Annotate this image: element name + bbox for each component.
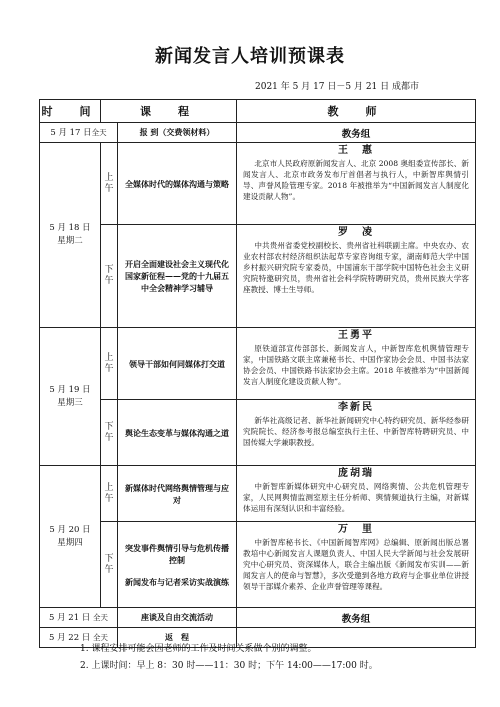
header-teacher: 教 师 bbox=[237, 100, 476, 123]
table-row bbox=[40, 522, 476, 608]
teacher-name: 庞胡瑞 bbox=[338, 468, 374, 479]
session-pm: 下午 bbox=[101, 400, 118, 466]
header-row bbox=[40, 100, 476, 123]
course-cell: 新媒体时代网络舆情管理与应对 bbox=[118, 466, 237, 522]
teacher-name: 王勇平 bbox=[338, 330, 374, 341]
teacher-name: 王 惠 bbox=[338, 145, 374, 156]
table-row bbox=[40, 123, 476, 143]
teacher-bio: 北京市人民政府原新闻发言人、北京 2008 奥组委宣传部长、新闻发言人、北京市政务发布厅首倡者与执行人，中新智库舆情引导、声誉风险管理专家。2018 年被推举为“中国新闻发言人制度化建设贡献人物”。 bbox=[243, 159, 469, 201]
teacher-bio: 新华社高级记者、新华社新闻研究中心特约研究员、新华经参研究院院长、经济参考报总编室执行主任、中新智库特聘研究员、中国传媒大学兼职教授。 bbox=[243, 416, 469, 447]
table-row bbox=[40, 608, 476, 628]
date-cell: 5 月 18 日 星期二 bbox=[40, 143, 101, 328]
header-course: 课 程 bbox=[101, 100, 237, 123]
date-cell: 5 月 17 日全天 bbox=[40, 123, 118, 143]
header-time: 时 间 bbox=[40, 100, 101, 123]
course-cell: 领导干部如何同媒体打交道 bbox=[118, 328, 237, 400]
session-am: 上午 bbox=[101, 328, 118, 400]
table-row bbox=[40, 225, 476, 328]
note-item: 2. 上课时间：早上 8：30 时——11：30 时；下午 14:00——17:00 时。 bbox=[80, 661, 378, 671]
teacher-bio: 原铁道部宣传部部长、新闻发言人，中新智库危机舆情管理专家，中国铁路文联主席兼秘书长、中国作家协会会员、中国书法家协会会员、中国铁路书法家协会主席。2018 年被推举为“中国新闻发言人制度化建设贡献人物”。 bbox=[243, 344, 469, 386]
teacher-cell bbox=[237, 400, 476, 466]
date-cell: 5 月 19 日 星期三 bbox=[40, 328, 101, 466]
teacher-name: 万 里 bbox=[338, 524, 374, 535]
teacher-bio: 中新智库秘书长、《中国新闻智库网》总编辑、原新闻出版总署教培中心新闻发言人课题负责人、中国人民大学新闻与社会发展研究中心研究员、资深媒体人，联合主编出版《新闻发布实训——新闻发言人的使命与智慧》，多次受邀到各地方政府与企事业单位讲授领导干部媒介素养、企业声誉管理等课程。 bbox=[243, 538, 469, 591]
course-cell: 返 程 bbox=[118, 628, 237, 648]
course-cell: 座谈及自由交流活动 bbox=[118, 608, 237, 628]
course-cell: 突发事件舆情引导与危机传播控制 新闻发布与记者采访实战演练 bbox=[118, 522, 237, 608]
table-row bbox=[40, 400, 476, 466]
date-cell: 5 月 21 日 全天 bbox=[40, 608, 118, 628]
teacher-cell bbox=[237, 466, 476, 522]
teacher-cell bbox=[237, 143, 476, 225]
session-pm: 下午 bbox=[101, 225, 118, 328]
date-cell: 5 月 20 日 星期四 bbox=[40, 466, 101, 608]
note-item: 1. 课程安排可能会因老师的工作及时间关系做个别的调整。 bbox=[80, 644, 317, 654]
date-cell: 5 月 22 日 全天 bbox=[40, 628, 118, 648]
table-row bbox=[40, 466, 476, 522]
teacher-bio: 中新智库新媒体研究中心研究员、网络舆情、公共危机管理专家，人民网舆情监测室原主任分析师、舆情频道执行主编，对新媒体运用有深刻认识和丰富经验。 bbox=[243, 482, 469, 513]
table-row bbox=[40, 143, 476, 225]
session-am: 上午 bbox=[101, 466, 118, 522]
schedule-table bbox=[39, 99, 476, 648]
course-cell: 报 到（交费领材料） bbox=[118, 123, 237, 143]
teacher-name: 罗 凌 bbox=[338, 227, 374, 238]
course-cell: 全媒体时代的媒体沟通与策略 bbox=[118, 143, 237, 225]
session-am: 上午 bbox=[101, 143, 118, 225]
teacher-bio: 中共贵州省委党校副校长、贵州省社科联副主席。中央农办、农业农村部农村经济组织法起草专家咨询组专家，湖南师范大学中国乡村振兴研究院专家委员，中国浦东干部学院中国特色社会主义研究院特邀研究员，贵州省社会科学院特聘研究员，贵州民族大学客座教授、博士生导师。 bbox=[243, 241, 469, 294]
table-row bbox=[40, 328, 476, 400]
course-cell: 舆论生态变革与媒体沟通之道 bbox=[118, 400, 237, 466]
notes bbox=[80, 641, 378, 675]
date-location: 2021 年 5 月 17 日－5 月 21 日 成都市 bbox=[255, 82, 420, 92]
course-cell: 开启全面建设社会主义现代化国家新征程——党的十九届五中全会精神学习辅导 bbox=[118, 225, 237, 328]
page-title: 新闻发言人培训预课表 bbox=[155, 46, 345, 67]
teacher-cell bbox=[237, 522, 476, 608]
teacher-cell: 教务组 bbox=[237, 608, 476, 628]
teacher-name: 李新民 bbox=[338, 402, 374, 413]
teacher-cell bbox=[237, 225, 476, 328]
session-pm: 下午 bbox=[101, 522, 118, 608]
teacher-cell bbox=[237, 328, 476, 400]
teacher-cell: 教务组 bbox=[237, 123, 476, 143]
